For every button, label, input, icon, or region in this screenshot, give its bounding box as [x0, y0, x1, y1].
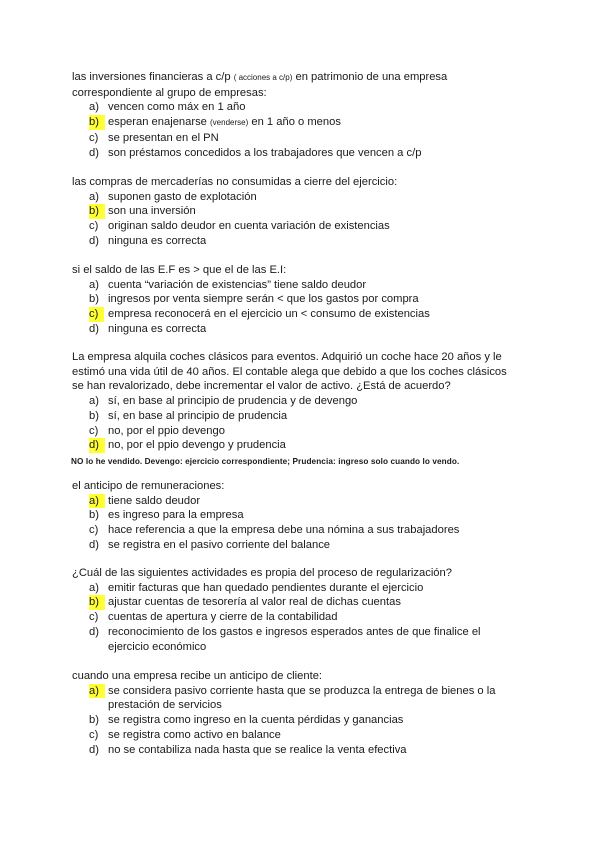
question-stem: las inversiones financieras a c/p ( acciones a c/p) en patrimonio de una empresa correspondiente al grupo de empresas: — [72, 71, 448, 99]
question-1 — [72, 70, 512, 160]
option-a: a) emitir facturas que han quedado pendientes durante el ejercicio — [89, 581, 424, 594]
option-a: a) suponen gasto de explotación — [89, 190, 257, 203]
options-list — [72, 581, 512, 655]
options-list — [72, 100, 512, 160]
option-b: b) es ingreso para la empresa — [89, 509, 244, 522]
option-b-highlighted: b) son una inversión — [89, 205, 196, 218]
option-a-highlighted: a) se considera pasivo corriente hasta que se produzca la entrega de bienes o la prestación de servicios — [89, 684, 496, 712]
question-stem: si el saldo de las E.F es > que el de las E.I: — [72, 264, 287, 276]
question-2 — [72, 175, 512, 249]
options-list — [72, 684, 512, 758]
option-d: d) son préstamos concedidos a los trabajadores que vencen a c/p — [89, 146, 422, 159]
question-5 — [72, 479, 512, 553]
option-a-highlighted: a) tiene saldo deudor — [89, 494, 201, 507]
option-d: d) ninguna es correcta — [89, 234, 207, 247]
options-list — [72, 494, 512, 553]
option-d: d) no se contabiliza nada hasta que se realice la venta efectiva — [89, 743, 407, 756]
option-b: b) sí, en base al principio de prudencia — [89, 409, 288, 422]
options-list — [72, 190, 512, 249]
answer-note: NO lo he vendido. Devengo: ejercicio correspondiente; Prudencia: ingreso solo cuando lo vendo. — [71, 456, 460, 466]
option-c: c) cuentas de apertura y cierre de la contabilidad — [89, 611, 338, 624]
option-d: d) ninguna es correcta — [89, 322, 207, 335]
question-7 — [72, 669, 512, 757]
option-a: a) cuenta “variación de existencias” tiene saldo deudor — [89, 278, 367, 291]
question-stem: cuando una empresa recibe un anticipo de cliente: — [72, 670, 323, 682]
option-d-highlighted: d) no, por el ppio devengo y prudencia — [89, 439, 286, 452]
option-b: b) ingresos por venta siempre serán < que los gastos por compra — [89, 293, 419, 306]
question-6 — [72, 566, 512, 654]
question-stem: las compras de mercaderías no consumidas a cierre del ejercicio: — [72, 176, 398, 188]
option-c-highlighted: c) empresa reconocerá en el ejercicio un < consumo de existencias — [89, 308, 430, 321]
option-c: c) no, por el ppio devengo — [89, 424, 225, 437]
question-stem: el anticipo de remuneraciones: — [72, 480, 225, 492]
option-d: d) se registra en el pasivo corriente del balance — [89, 538, 331, 551]
question-3 — [72, 263, 512, 337]
option-c: c) originan saldo deudor en cuenta variación de existencias — [89, 220, 390, 233]
options-list — [72, 278, 512, 337]
option-c: c) se presentan en el PN — [89, 131, 219, 144]
question-4 — [72, 350, 512, 470]
option-b: b) se registra como ingreso en la cuenta pérdidas y ganancias — [89, 714, 404, 727]
options-list — [72, 394, 512, 453]
option-c: c) se registra como activo en balance — [89, 728, 281, 741]
option-d: d) reconocimiento de los gastos e ingresos esperados antes de que finalice el ejercicio económico — [89, 625, 481, 653]
question-stem: La empresa alquila coches clásicos para eventos. Adquirió un coche hace 20 años y le estimó una vida útil de 40 años. El contable alega que debido a que los coches clásicos se han revalorizado, debe incrementar el valor de activo. ¿Está de acuerdo? — [72, 351, 507, 393]
option-b-highlighted: b) ajustar cuentas de tesorería al valor real de dichas cuentas — [89, 596, 401, 609]
option-c: c) hace referencia a que la empresa debe una nómina a sus trabajadores — [89, 524, 460, 537]
option-a: a) vencen como máx en 1 año — [89, 101, 246, 114]
question-stem: ¿Cuál de las siguientes actividades es propia del proceso de regularización? — [72, 567, 452, 579]
option-b-highlighted: b) esperan enajenarse (venderse) en 1 año o menos — [89, 116, 341, 129]
option-a: a) sí, en base al principio de prudencia y de devengo — [89, 395, 358, 408]
